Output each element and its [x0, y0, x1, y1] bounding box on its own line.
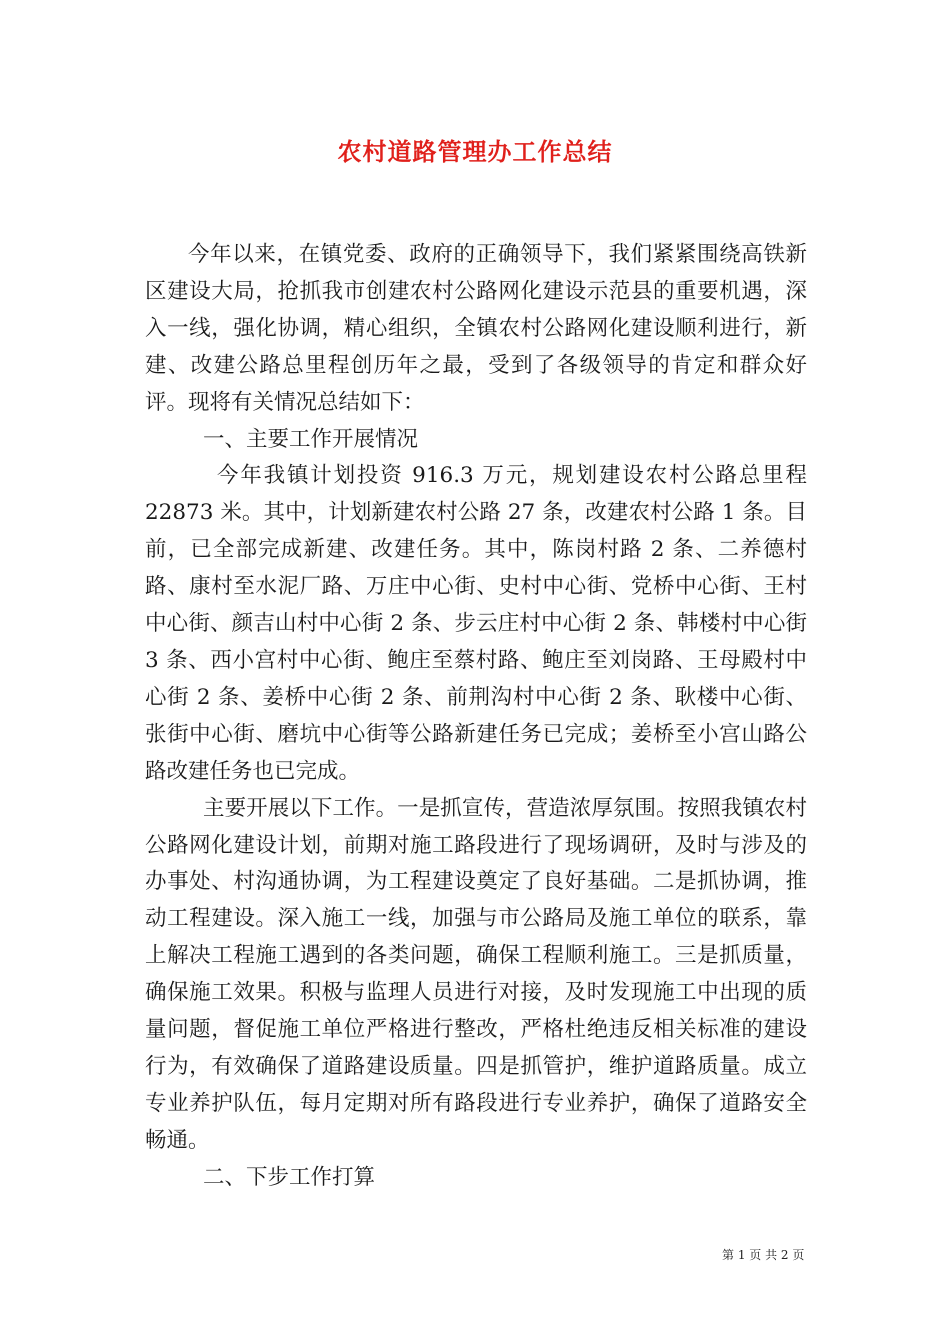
document-title: 农村道路管理办工作总结 — [337, 138, 613, 166]
intro-paragraph: 今年以来，在镇党委、政府的正确领导下，我们紧紧围绕高铁新区建设大局，抢抓我市创建农村公路网化建设示范县的重要机遇，深入一线，强化协调，精心组织，全镇农村公路网化建设顺利进行，新建、改建公路总里程创历年之最，受到了各级领导的肯定和群众好评。现将有关情况总结如下： — [145, 242, 807, 415]
section2-heading: 二、下步工作打算 — [203, 1164, 376, 1190]
section1-paragraph-2: 主要开展以下工作。一是抓宣传，营造浓厚氛围。按照我镇农村公路网化建设计划，前期对施工路段进行了现场调研，及时与涉及的办事处、村沟通协调，为工程建设奠定了良好基础。二是抓协调，推动工程建设。深入施工一线，加强与市公路局及施工单位的联系，靠上解决工程施工遇到的各类问题，确保工程顺利施工。三是抓质量，确保施工效果。积极与监理人员进行对接，及时发现施工中出现的质量问题，督促施工单位严格进行整改，严格杜绝违反相关标准的建设行为，有效确保了道路建设质量。四是抓管护，维护道路质量。成立专业养护队伍，每月定期对所有路段进行专业养护，确保了道路安全畅通。 — [145, 795, 807, 1153]
page-footer: 第 1 页 共 2 页 — [722, 1248, 805, 1262]
section1-paragraph-1: 今年我镇计划投资 916.3 万元，规划建设农村公路总里程 22873 米。其中，计划新建农村公路 27 条，改建农村公路 1 条。目前，已全部完成新建、改建任务。其中，陈岗村路 2 条、二养德村路、康村至水泥厂路、万庄中心街、史村中心街、党桥中心街、王村中心街、颜吉山村中心街 2 条、步云庄村中心街 2 条、韩楼村中心街 3 条、西小宫村中心街、鲍庄至蔡村路、鲍庄至刘岗路、王母殿村中心街 2 条、姜桥中心街 2 条、前荆沟村中心街 2 条、耿楼中心街、张街中心街、磨坑中心街等公路新建任务已完成；姜桥至小宫山路公路改建任务也已完成。 — [145, 463, 807, 784]
document-body — [145, 237, 807, 1197]
section1-heading: 一、主要工作开展情况 — [203, 426, 419, 452]
